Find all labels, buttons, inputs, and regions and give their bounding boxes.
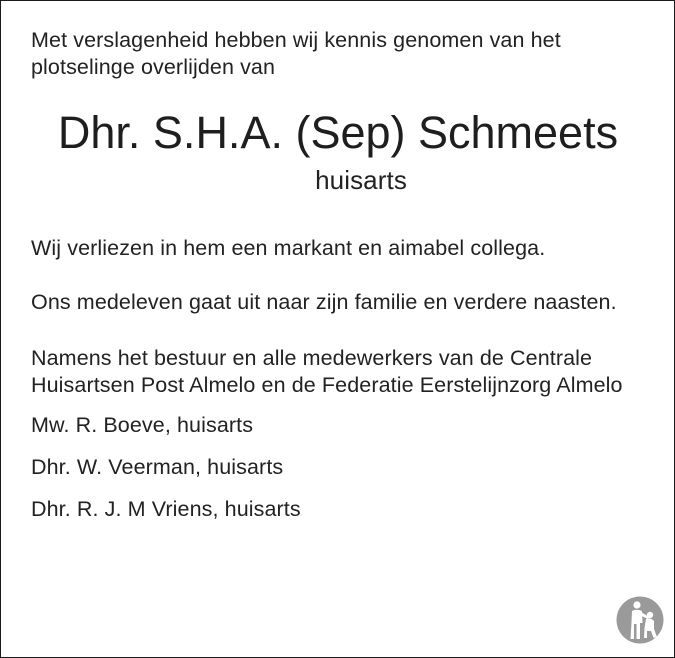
signer-1: Mw. R. Boeve, huisarts xyxy=(31,413,254,437)
condolence-paragraph-1: Wij verliezen in hem een markant en aimabel collega. xyxy=(31,236,546,260)
signer-3: Dhr. R. J. M Vriens, huisarts xyxy=(31,497,301,521)
notice-content xyxy=(31,27,645,523)
condolence-paragraph-2: Ons medeleven gaat uit naar zijn familie en verdere naasten. xyxy=(31,290,617,314)
intro-text: Met verslagenheid hebben wij kennis genomen van het plotselinge overlijden van xyxy=(31,28,561,79)
mourning-figure-logo-icon xyxy=(616,595,664,645)
on-behalf-paragraph: Namens het bestuur en alle medewerkers van de Centrale Huisartsen Post Almelo en de Federatie Eerstelijnzorg Almelo xyxy=(31,346,623,397)
deceased-name: Dhr. S.H.A. (Sep) Schmeets xyxy=(57,107,619,158)
deceased-profession: huisarts xyxy=(315,165,407,195)
signer-2: Dhr. W. Veerman, huisarts xyxy=(31,455,284,479)
